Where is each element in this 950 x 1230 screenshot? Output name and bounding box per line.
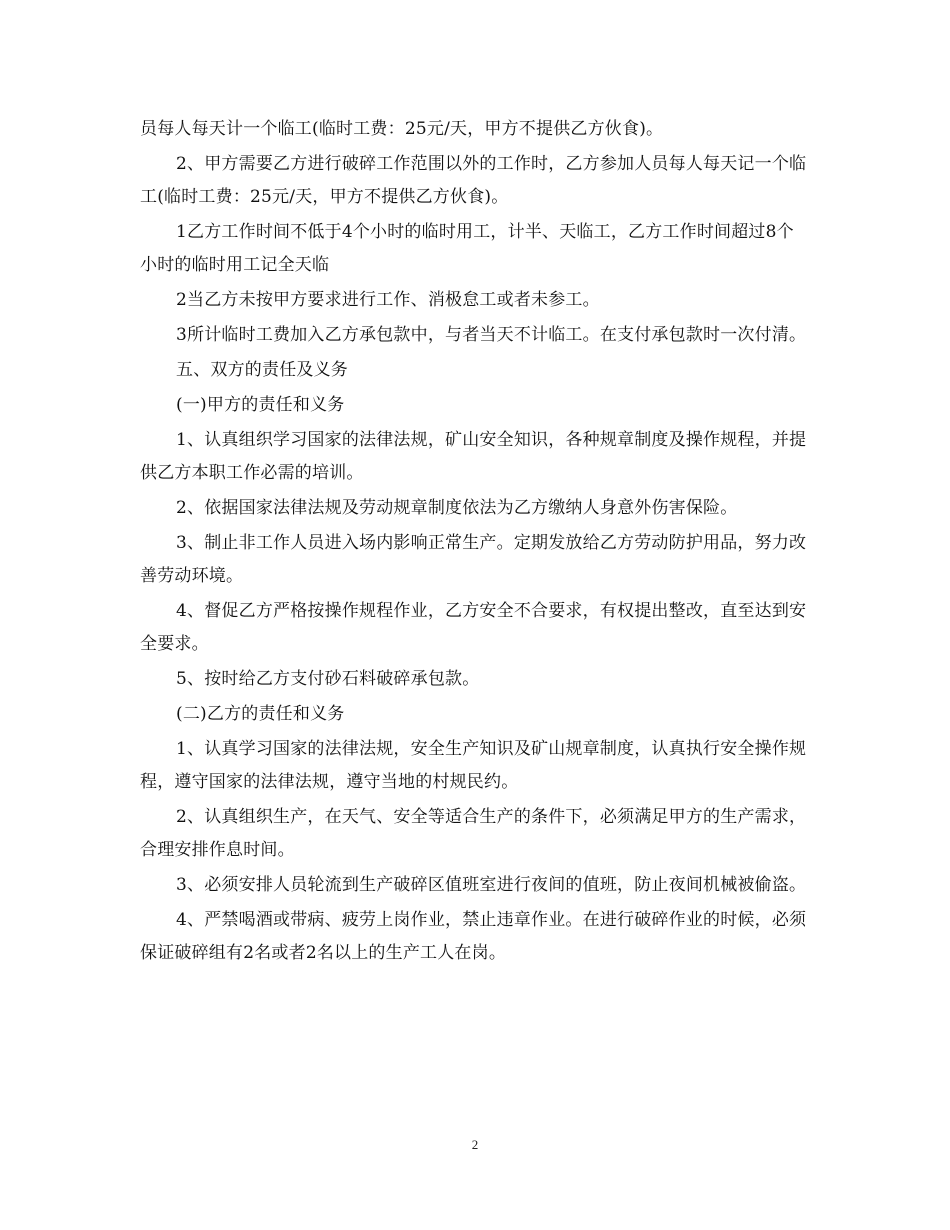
paragraph: (一)甲方的责任和义务 [176,395,345,415]
paragraph: 1、认真学习国家的法律法规，安全生产知识及矿山规章制度，认真执行安全操作规程，遵守国家的法律法规，遵守当地的村规民约。 [140,739,807,792]
paragraph: 员每人每天计一个临工(临时工费：25元/天，甲方不提供乙方伙食)。 [140,119,664,139]
document-body [140,113,810,972]
paragraph: 4、督促乙方严格按操作规程作业，乙方安全不合要求，有权提出整改，直至达到安全要求。 [140,601,807,654]
page-number: 2 [471,1137,479,1152]
paragraph: 2、甲方需要乙方进行破碎工作范围以外的工作时，乙方参加人员每人每天记一个临工(临时工费：25元/天，甲方不提供乙方伙食)。 [140,154,807,207]
paragraph: 4、严禁喝酒或带病、疲劳上岗作业，禁止违章作业。在进行破碎作业的时候，必须保证破碎组有2名或者2名以上的生产工人在岗。 [140,910,807,963]
paragraph: 3、必须安排人员轮流到生产破碎区值班室进行夜间的值班，防止夜间机械被偷盗。 [176,875,807,895]
paragraph: 2当乙方未按甲方要求进行工作、消极怠工或者未参工。 [176,290,600,310]
paragraph: 五、双方的责任及义务 [176,360,348,380]
paragraph: 5、按时给乙方支付砂石料破碎承包款。 [176,669,480,689]
paragraph: 1乙方工作时间不低于4个小时的临时用工，计半、天临工，乙方工作时间超过8个小时的临时用工记全天临 [140,222,794,275]
paragraph: 2、依据国家法律法规及劳动规章制度依法为乙方缴纳人身意外伤害保险。 [176,498,738,518]
paragraph: (二)乙方的责任和义务 [176,704,345,724]
paragraph: 1、认真组织学习国家的法律法规，矿山安全知识，各种规章制度及操作规程，并提供乙方本职工作必需的培训。 [140,430,807,483]
paragraph: 2、认真组织生产，在天气、安全等适合生产的条件下，必须满足甲方的生产需求，合理安排作息时间。 [140,807,807,860]
paragraph: 3、制止非工作人员进入场内影响正常生产。定期发放给乙方劳动防护用品，努力改善劳动环境。 [140,533,807,586]
paragraph: 3所计临时工费加入乙方承包款中，与者当天不计临工。在支付承包款时一次付清。 [176,325,807,345]
